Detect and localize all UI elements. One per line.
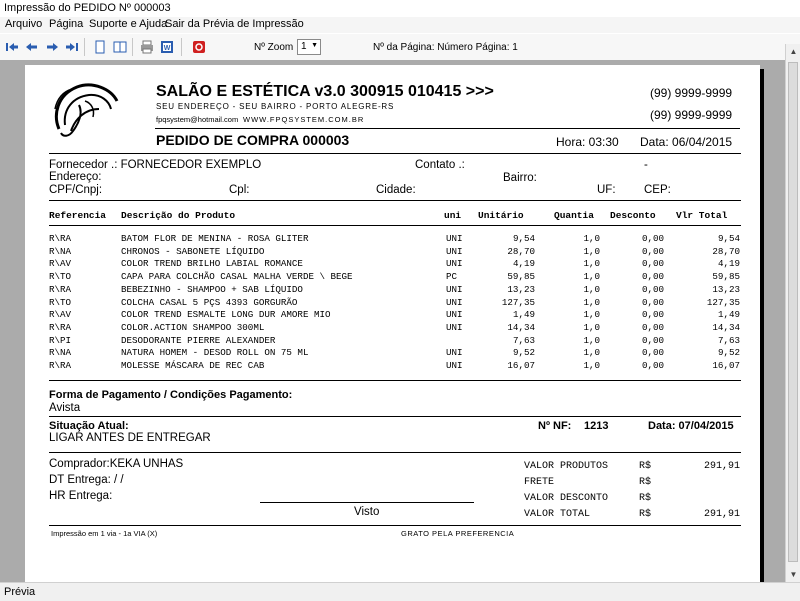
two-pages-icon[interactable]: [113, 40, 127, 54]
cpl-label: Cpl:: [229, 184, 250, 196]
cell-uni: UNI: [446, 283, 463, 295]
order-date: Data: 06/04/2015: [640, 135, 733, 149]
zoom-label: Nº Zoom: [254, 42, 294, 53]
table-row: [25, 360, 760, 372]
chevron-down-icon: ▼: [311, 42, 318, 49]
payment-value: Avista: [49, 402, 81, 414]
menu-arquivo[interactable]: Arquivo: [5, 18, 43, 30]
cell-uni: UNI: [446, 321, 463, 333]
city-label: Cidade:: [376, 184, 416, 196]
company-address: SEU ENDEREÇO - SEU BAIRRO - PORTO ALEGRE-RS: [156, 102, 395, 111]
cell-unit: 16,07: [507, 360, 535, 371]
cell-uni: UNI: [446, 296, 463, 308]
single-page-icon[interactable]: [93, 40, 107, 54]
district-label: Bairro:: [503, 172, 537, 184]
header-divider: [155, 128, 740, 129]
cell-total: 127,35: [706, 296, 740, 308]
footer-copies: Impressão em 1 via - 1a VIA (X): [51, 529, 158, 538]
totals-row: [25, 493, 760, 505]
menu-bar: [0, 17, 800, 33]
word-export-icon[interactable]: [160, 40, 174, 54]
table-row: [25, 297, 760, 309]
items-header-divider: [49, 225, 741, 226]
cell-qty: 1,0: [583, 296, 600, 308]
delivery-date-label: DT Entrega: / /: [49, 474, 124, 486]
window-title: Impressão do PEDIDO Nº 000003: [4, 2, 171, 14]
cell-qty: 1,0: [583, 283, 600, 295]
cell-unit: 9,52: [512, 347, 535, 359]
cell-qty: 1,0: [583, 233, 600, 244]
salon-logo-icon: [49, 79, 123, 141]
cell-desc: BATOM FLOR DE MENINA - ROSA GLITER: [121, 233, 309, 244]
window-titlebar: [0, 0, 800, 18]
prev-page-icon[interactable]: [25, 40, 39, 54]
next-page-icon[interactable]: [45, 40, 59, 54]
col-header-total: Vlr Total: [676, 210, 728, 221]
cell-desc: DESODORANTE PIERRE ALEXANDER: [121, 334, 276, 346]
items-footer-divider: [49, 380, 741, 381]
first-page-icon[interactable]: [5, 40, 19, 54]
page-number-label: Nº da Página: Número Página: 1: [373, 42, 518, 53]
zip-label: CEP:: [644, 184, 671, 196]
cell-qty: 1,0: [583, 347, 600, 359]
toolbar-separator: [84, 38, 85, 56]
totals-row: [25, 477, 760, 489]
nf-value: 1213: [584, 420, 609, 432]
toolbar-separator: [181, 38, 182, 56]
cell-total: 14,34: [712, 321, 740, 333]
totals-label: FRETE: [524, 477, 555, 488]
scroll-up-icon[interactable]: ▲: [786, 44, 800, 59]
cell-desc: CHRONOS - SABONETE LÍQUIDO: [121, 245, 265, 257]
situation-divider: [49, 452, 741, 453]
cell-total: 13,23: [712, 283, 740, 295]
totals-value: 291,91: [703, 509, 740, 520]
payment-title: Forma de Pagamento / Condições Pagamento:: [49, 389, 293, 401]
cell-desc: COLOR TREND BRILHO LABIAL ROMANCE: [121, 258, 303, 270]
svg-text:W: W: [163, 45, 171, 52]
order-title: PEDIDO DE COMPRA 000003: [156, 132, 350, 148]
cell-ref: R\RA: [49, 321, 72, 333]
totals-currency: R$: [639, 509, 652, 520]
cell-ref: R\RA: [49, 233, 72, 244]
cell-uni: UNI: [446, 245, 463, 257]
cell-qty: 1,0: [583, 258, 600, 270]
cell-unit: 1,49: [512, 309, 535, 321]
buyer-label: Comprador:KEKA UNHAS: [49, 458, 184, 470]
totals-label: VALOR TOTAL: [524, 509, 591, 520]
cell-ref: R\TO: [49, 296, 72, 308]
menu-suporte[interactable]: Suporte e Ajuda: [89, 18, 168, 30]
cell-qty: 1,0: [583, 271, 600, 283]
col-header-disc: Desconto: [610, 210, 656, 221]
totals-label: VALOR PRODUTOS: [524, 461, 609, 472]
cell-disc: 0,00: [641, 334, 664, 346]
cell-total: 4,19: [717, 258, 740, 270]
cell-desc: CAPA PARA COLCHÃO CASAL MALHA VERDE \ BEGE: [121, 271, 353, 283]
status-text: Prévia: [4, 586, 36, 598]
payment-divider: [49, 416, 741, 417]
company-website: WWW.FPQSYSTEM.COM.BR: [243, 115, 365, 124]
totals-value: 291,91: [703, 461, 740, 472]
cell-total: 9,52: [717, 347, 740, 359]
company-name: SALÃO E ESTÉTICA v3.0 300915 010415 >>>: [156, 83, 494, 100]
report-page: [25, 65, 760, 582]
col-header-desc: Descrição do Produto: [121, 210, 236, 221]
cell-unit: 13,23: [507, 283, 535, 295]
totals-label: VALOR DESCONTO: [524, 493, 609, 504]
signature-label: Visto: [354, 506, 380, 518]
cell-qty: 1,0: [583, 321, 600, 333]
totals-row: [25, 509, 760, 521]
zoom-select[interactable]: [297, 39, 321, 55]
cell-qty: 1,0: [583, 334, 600, 346]
title-divider: [49, 153, 741, 154]
cell-desc: COLOR.ACTION SHAMPOO 300ML: [121, 321, 265, 333]
cell-unit: 4,19: [512, 258, 535, 270]
col-header-ref: Referencia: [49, 210, 107, 221]
cell-uni: UNI: [446, 347, 463, 359]
menu-sair[interactable]: Sair da Prévia de Impressão: [165, 18, 304, 30]
scroll-thumb[interactable]: [788, 62, 798, 562]
cell-ref: R\TO: [49, 271, 72, 283]
order-time: Hora: 03:30: [556, 135, 619, 149]
cell-total: 16,07: [712, 360, 740, 371]
cell-disc: 0,00: [641, 321, 664, 333]
table-row: [25, 347, 760, 359]
cell-total: 9,54: [717, 233, 740, 244]
cell-ref: R\AV: [49, 258, 72, 270]
cell-qty: 1,0: [583, 245, 600, 257]
cell-disc: 0,00: [641, 233, 664, 244]
col-header-unit: Unitário: [478, 210, 524, 221]
scroll-down-icon[interactable]: ▼: [786, 567, 800, 582]
items-header-row: [25, 210, 760, 222]
cell-qty: 1,0: [583, 360, 600, 371]
cell-unit: 14,34: [507, 321, 535, 333]
zoom-value: 1: [301, 41, 307, 52]
cell-uni: UNI: [446, 309, 463, 321]
cell-unit: 7,63: [512, 334, 535, 346]
menu-pagina[interactable]: Página: [49, 18, 84, 30]
cell-total: 28,70: [712, 245, 740, 257]
contact-value: -: [644, 159, 648, 171]
print-icon[interactable]: [140, 40, 154, 54]
cell-ref: R\AV: [49, 309, 72, 321]
situation-value: LIGAR ANTES DE ENTREGAR: [49, 432, 211, 444]
footer-divider: [49, 525, 741, 526]
supplier-divider: [49, 200, 741, 201]
cell-desc: BEBEZINHO - SHAMPOO + SAB LÍQUIDO: [121, 283, 303, 295]
cell-qty: 1,0: [583, 309, 600, 321]
cpf-label: CPF/Cnpj:: [49, 184, 103, 196]
cell-desc: COLCHA CASAL 5 PÇS 4393 GORGURÃO: [121, 296, 298, 308]
table-row: [25, 233, 760, 245]
supplier-label: Fornecedor .: FORNECEDOR EXEMPLO: [49, 159, 262, 171]
cell-ref: R\RA: [49, 360, 72, 371]
totals-currency: R$: [639, 477, 652, 488]
cell-disc: 0,00: [641, 347, 664, 359]
address-label: Endereço:: [49, 171, 102, 183]
company-email: fpqsystem@hotmail.com: [156, 115, 239, 124]
cell-ref: R\NA: [49, 347, 72, 359]
totals-currency: R$: [639, 461, 652, 472]
cell-disc: 0,00: [641, 271, 664, 283]
toolbar: [0, 34, 800, 61]
cell-disc: 0,00: [641, 309, 664, 321]
cell-uni: UNI: [446, 233, 463, 244]
state-label: UF:: [597, 184, 616, 196]
cell-desc: MOLESSE MÁSCARA DE REC CAB: [121, 360, 265, 371]
toolbar-separator: [132, 38, 133, 56]
table-row: [25, 309, 760, 321]
cell-uni: UNI: [446, 360, 463, 371]
footer-thanks: GRATO PELA PREFERENCIA: [401, 529, 515, 538]
table-row: [25, 322, 760, 334]
cell-desc: NATURA HOMEM - DESOD ROLL ON 75 ML: [121, 347, 309, 359]
col-header-uni: uni: [444, 210, 462, 221]
cell-unit: 59,85: [507, 271, 535, 283]
cell-disc: 0,00: [641, 296, 664, 308]
company-phone-2: (99) 9999-9999: [650, 108, 733, 122]
nf-date: Data: 07/04/2015: [648, 420, 734, 432]
status-bar: [0, 582, 800, 601]
table-row: [25, 246, 760, 258]
cell-desc: COLOR TREND ESMALTE LONG DUR AMORE MIO: [121, 309, 331, 321]
cell-total: 1,49: [717, 309, 740, 321]
last-page-icon[interactable]: [65, 40, 79, 54]
cell-ref: R\NA: [49, 245, 72, 257]
preview-area: [0, 60, 785, 582]
company-phone-1: (99) 9999-9999: [650, 86, 733, 100]
vertical-scrollbar[interactable]: [785, 44, 800, 582]
cell-uni: PC: [446, 271, 458, 283]
cell-disc: 0,00: [641, 283, 664, 295]
situation-label: Situação Atual:: [49, 420, 129, 432]
cell-uni: UNI: [446, 258, 463, 270]
nf-label: Nº NF:: [538, 420, 572, 432]
cell-unit: 28,70: [507, 245, 535, 257]
cell-unit: 127,35: [501, 296, 535, 308]
cell-total: 7,63: [717, 334, 740, 346]
cell-disc: 0,00: [641, 258, 664, 270]
totals-currency: R$: [639, 493, 652, 504]
totals-row: [25, 461, 760, 473]
contact-label: Contato .:: [415, 159, 465, 171]
table-row: [25, 284, 760, 296]
cell-unit: 9,54: [512, 233, 535, 244]
pdf-export-icon[interactable]: [192, 40, 206, 54]
table-row: [25, 258, 760, 270]
col-header-qty: Quantia: [554, 210, 594, 221]
delivery-time-label: HR Entrega:: [49, 490, 113, 502]
table-row: [25, 335, 760, 347]
cell-disc: 0,00: [641, 245, 664, 257]
table-row: [25, 271, 760, 283]
cell-total: 59,85: [712, 271, 740, 283]
cell-ref: R\PI: [49, 334, 72, 346]
cell-ref: R\RA: [49, 283, 72, 295]
cell-disc: 0,00: [641, 360, 664, 371]
